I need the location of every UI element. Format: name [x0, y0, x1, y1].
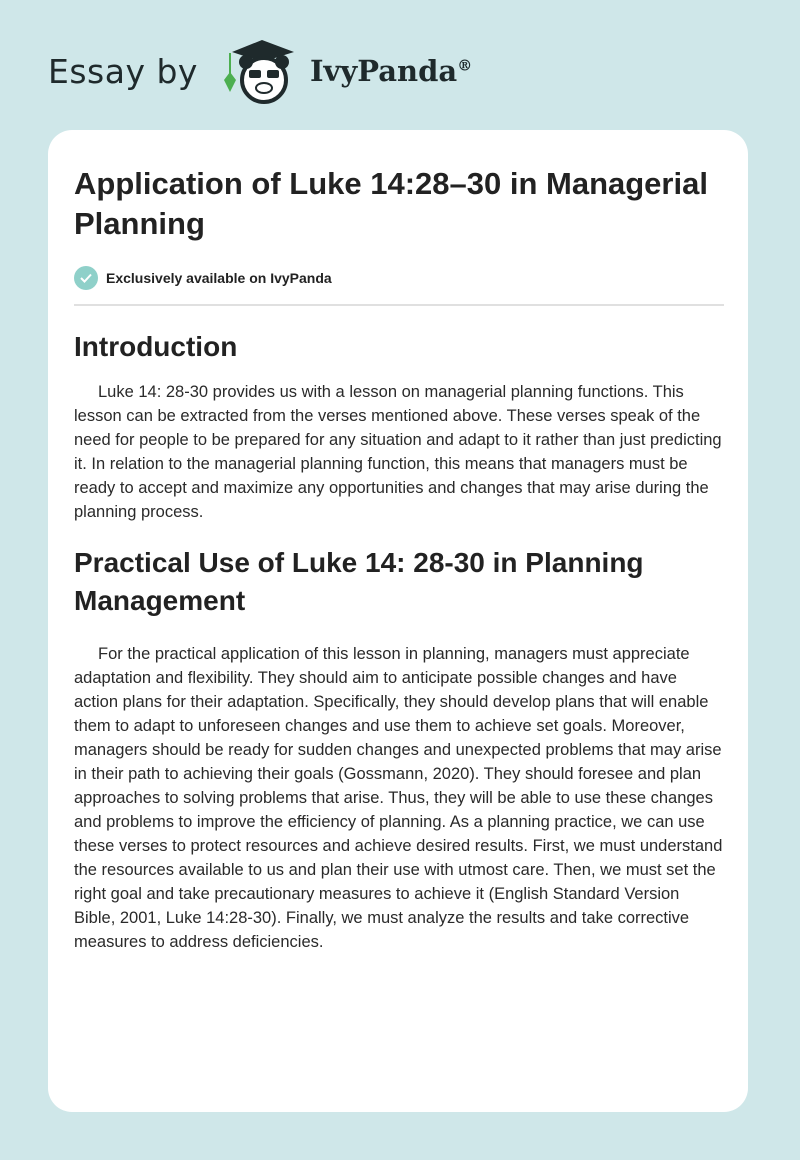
section-heading-introduction: Introduction: [74, 331, 238, 362]
site-header: [48, 36, 472, 106]
divider: [74, 304, 724, 306]
badge-label: Exclusively available on IvyPanda: [106, 270, 332, 286]
exclusive-badge: [74, 266, 724, 290]
section-paragraph-introduction: Luke 14: 28-30 provides us with a lesson on managerial planning functions. This lesson can be extracted from the verses mentioned above. These verses speak of the need for people to be prepared for any situation and adapt to it rather than just predicting it. In relation to the managerial planning function, this means that managers must be ready to accept and maximize any opportunities and changes that may arise during the planning process.: [74, 383, 722, 521]
page-title: Application of Luke 14:28–30 in Managerial Planning: [74, 166, 708, 241]
section-heading-practical-use: Practical Use of Luke 14: 28-30 in Planning Management: [74, 547, 644, 616]
section-paragraph-practical-use: For the practical application of this lesson in planning, managers must appreciate adaptation and flexibility. They should aim to anticipate possible changes and have action plans for their adaptation. Specifically, they should develop plans that will enable them to adapt to unforeseen changes and use them to achieve set goals. Moreover, managers should be ready for sudden changes and unexpected problems that may arise in their path to achieving their goals (Gossmann, 2020). They should foresee and plan approaches to solving problems that arise. Thus, they will be able to use these changes and problems to improve the efficiency of planning. As a planning practice, we can use these verses to protect resources and achieve desired results. First, we must understand the resources available to us and plan their use with utmost care. Then, we must set the right goal and take precautionary measures to achieve it (English Standard Version Bible, 2001, Luke 14:28-30). Finally, we must analyze the results and take corrective measures to address deficiencies.: [74, 645, 723, 951]
brand-name: IvyPanda®: [309, 54, 473, 88]
essay-card: [48, 130, 748, 1112]
check-icon: [74, 266, 98, 290]
ivypanda-logo-icon[interactable]: [220, 36, 304, 106]
essay-by-label: Essay by: [48, 51, 198, 91]
